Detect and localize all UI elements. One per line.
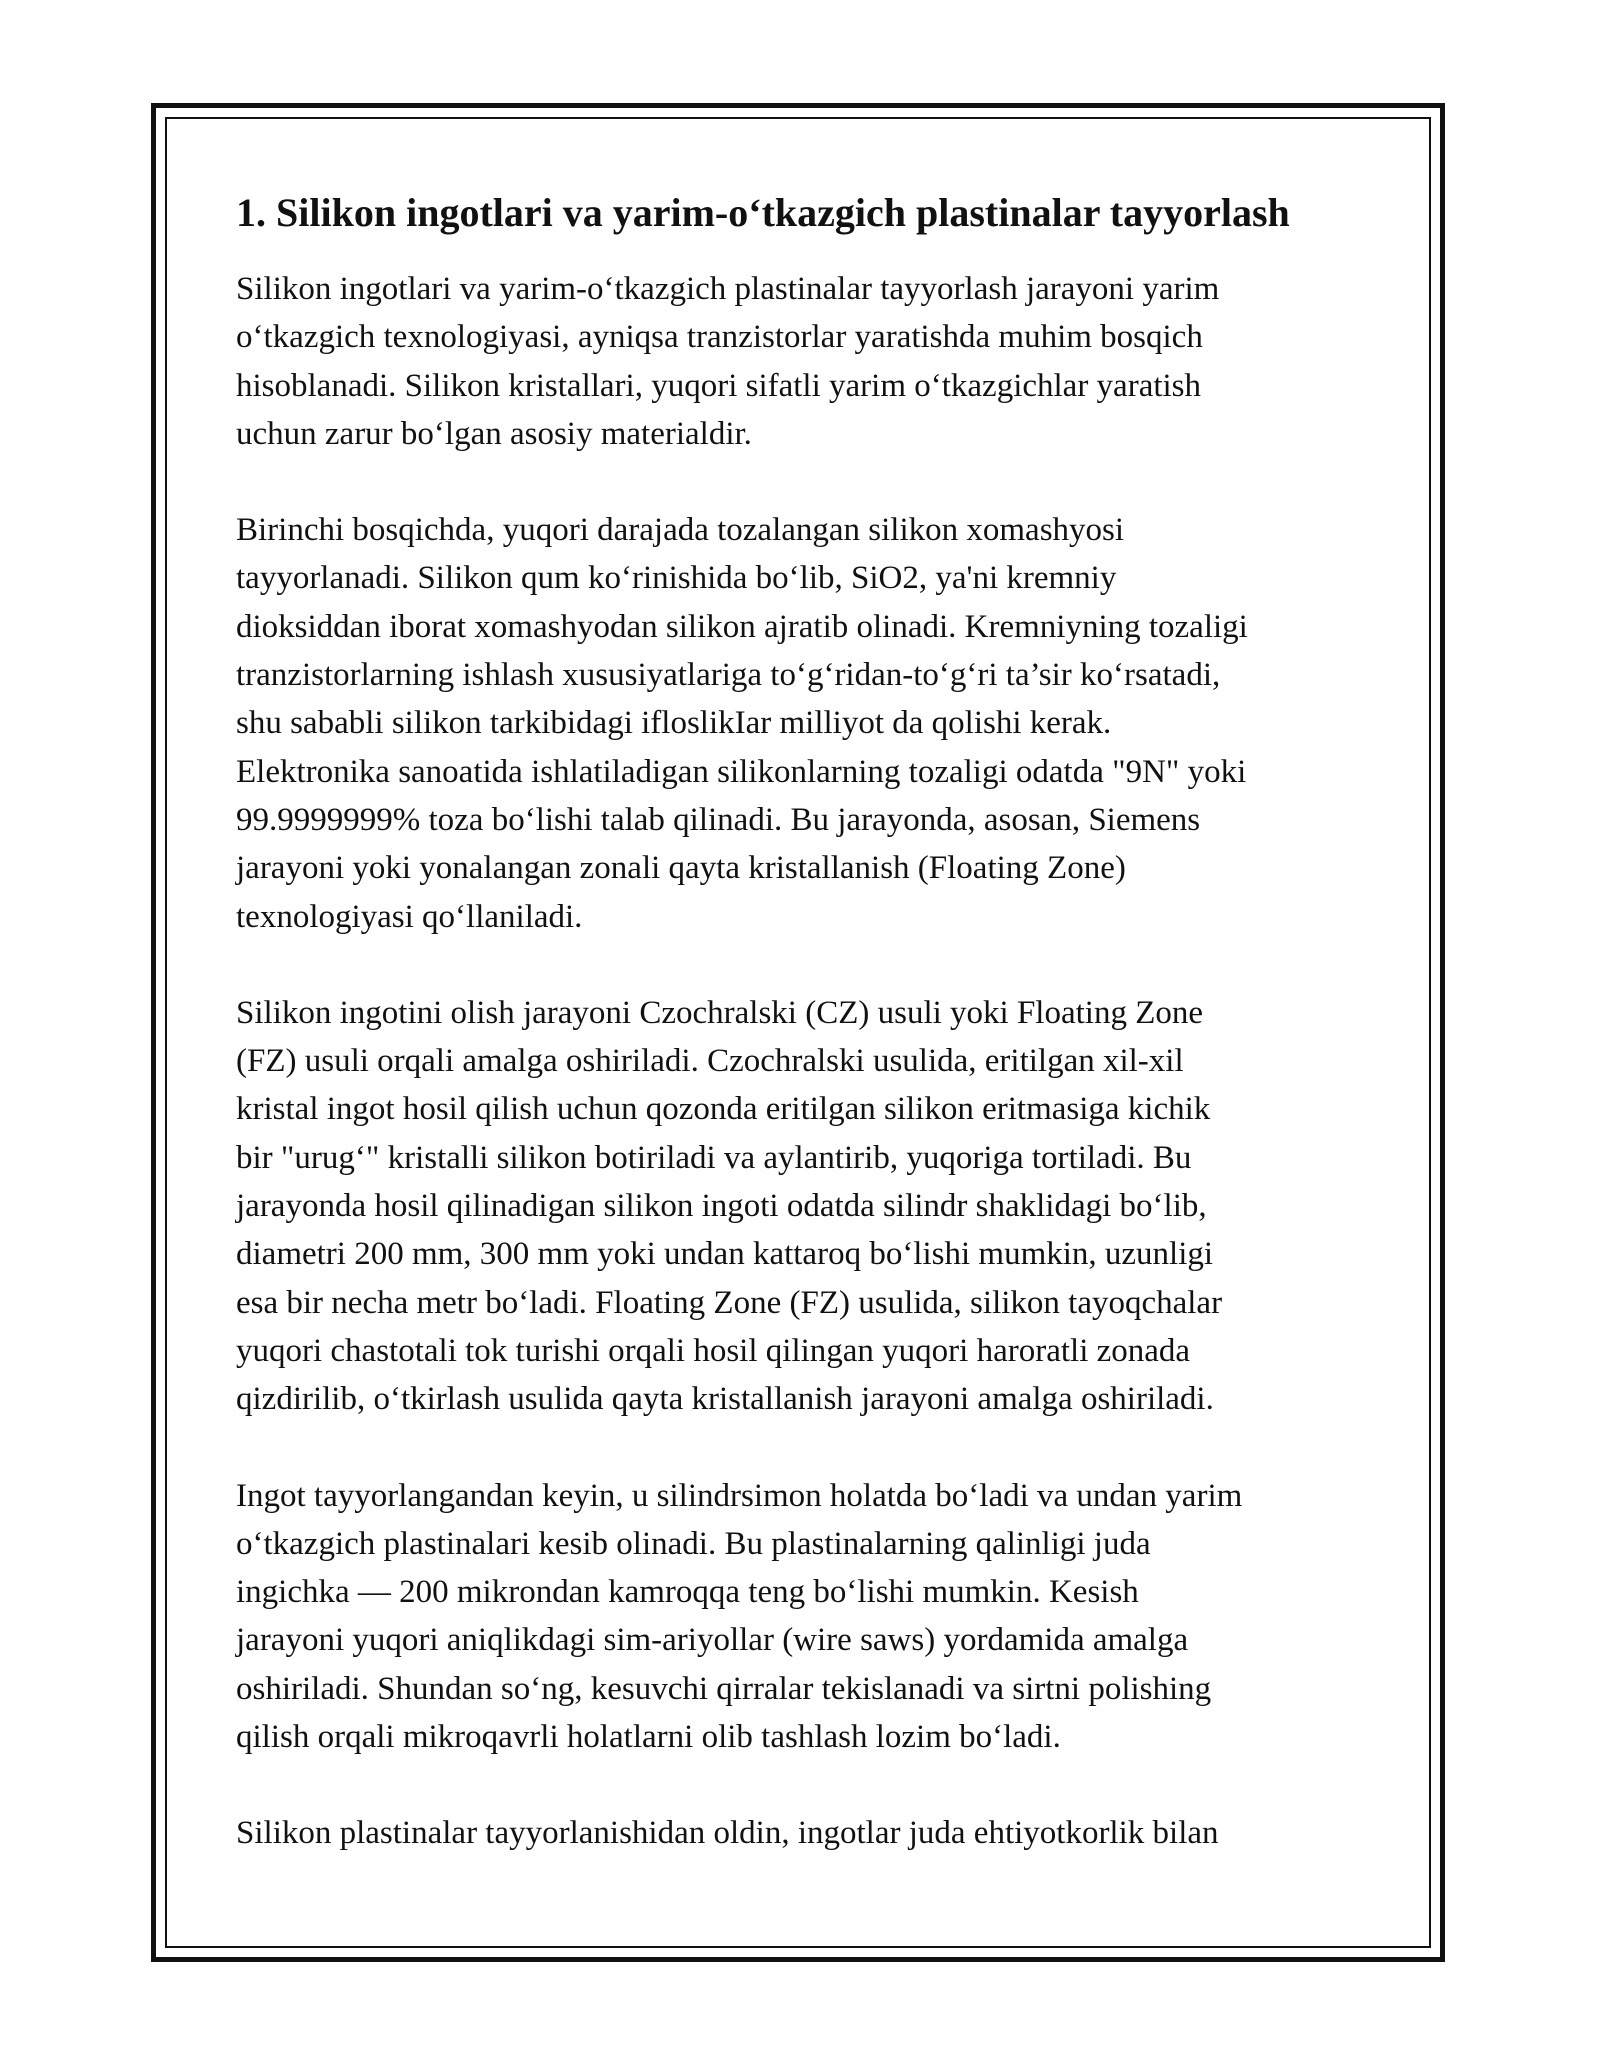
paragraph [236, 506, 1376, 941]
paragraph-line: hisoblanadi. Silikon kristallari, yuqori sifatli yarim o‘tkazgichlar yaratish [236, 367, 1202, 404]
paragraph-line: Elektronika sanoatida ishlatiladigan silikonlarning tozaligi odatda "9N" yoki [236, 753, 1247, 790]
paragraph-line: ingichka — 200 mikrondan kamroqqa teng bo‘lishi mumkin. Kesish [236, 1574, 1139, 1611]
paragraph-line: Silikon plastinalar tayyorlanishidan oldin, ingotlar juda ehtiyotkorlik bilan [236, 1815, 1219, 1852]
paragraph-line: esa bir necha metr bo‘ladi. Floating Zone (FZ) usulida, silikon tayoqchalar [236, 1284, 1223, 1321]
paragraph-line: diametri 200 mm, 300 mm yoki undan kattaroq bo‘lishi mumkin, uzunligi [236, 1236, 1214, 1273]
paragraph-line: qilish orqali mikroqavrli holatlarni olib tashlash lozim bo‘ladi. [236, 1719, 1061, 1756]
paragraph-list [236, 265, 1376, 1858]
paragraph-line: uchun zarur bo‘lgan asosiy materialdir. [236, 415, 752, 452]
paragraph-line: tayyorlanadi. Silikon qum ko‘rinishida bo‘lib, SiO2, ya'ni kremniy [236, 560, 1117, 597]
paragraph-line: Silikon ingotlari va yarim-o‘tkazgich plastinalar tayyorlash jarayoni yarim [236, 271, 1220, 307]
paragraph-line: Birinchi bosqichda, yuqori darajada tozalangan silikon xomashyosi [236, 512, 1125, 549]
paragraph-line: dioksiddan iborat xomashyodan silikon ajratib olinadi. Kremniyning tozaligi [236, 608, 1248, 645]
paragraph-line: 99.9999999% toza bo‘lishi talab qilinadi. Bu jarayonda, asosan, Siemens [236, 801, 1201, 838]
paragraph-line: Silikon ingotini olish jarayoni Czochralski (CZ) usuli yoki Floating Zone [236, 994, 1204, 1031]
paragraph-line: jarayoni yoki yonalangan zonali qayta kristallanish (Floating Zone) [236, 850, 1126, 887]
paragraph-line: bir "urug‘" kristalli silikon botiriladi va aylantirib, yuqoriga tortiladi. Bu [236, 1139, 1192, 1176]
paragraph [236, 1472, 1376, 1762]
paragraph-line: shu sababli silikon tarkibidagi ifloslikIar milliyot da qolishi kerak. [236, 705, 1112, 742]
paragraph-line: texnologiyasi qo‘llaniladi. [236, 898, 583, 935]
paragraph-line: (FZ) usuli orqali amalga oshiriladi. Czochralski usulida, eritilgan xil-xil [236, 1043, 1184, 1080]
section-title: 1. Silikon ingotlari va yarim-o‘tkazgich plastinalar tayyorlash [236, 190, 1290, 235]
paragraph-line: jarayonda hosil qilinadigan silikon ingoti odatda silindr shaklidagi bo‘lib, [236, 1188, 1207, 1225]
paragraph [236, 989, 1376, 1424]
paragraph-line: o‘tkazgich plastinalari kesib olinadi. Bu plastinalarning qalinligi juda [236, 1525, 1151, 1562]
paragraph [236, 265, 1376, 458]
document-body [236, 185, 1376, 1906]
paragraph-line: tranzistorlarning ishlash xususiyatlariga to‘g‘ridan-to‘g‘ri ta’sir ko‘rsatadi, [236, 657, 1221, 694]
paragraph-line: yuqori chastotali tok turishi orqali hosil qilingan yuqori haroratli zonada [236, 1332, 1191, 1369]
paragraph-line: o‘tkazgich texnologiyasi, ayniqsa tranzistorlar yaratishda muhim bosqich [236, 319, 1203, 356]
paragraph-line: oshiriladi. Shundan so‘ng, kesuvchi qirralar tekislanadi va sirtni polishing [236, 1670, 1212, 1707]
paragraph-line: qizdirilib, o‘tkirlash usulida qayta kristallanish jarayoni amalga oshiriladi. [236, 1381, 1214, 1418]
paragraph-line: kristal ingot hosil qilish uchun qozonda eritilgan silikon eritmasiga kichik [236, 1091, 1211, 1128]
paragraph [236, 1809, 1376, 1857]
paragraph-line: jarayoni yuqori aniqlikdagi sim-ariyollar (wire saws) yordamida amalga [236, 1622, 1189, 1659]
paragraph-line: Ingot tayyorlangandan keyin, u silindrsimon holatda bo‘ladi va undan yarim [236, 1477, 1243, 1514]
